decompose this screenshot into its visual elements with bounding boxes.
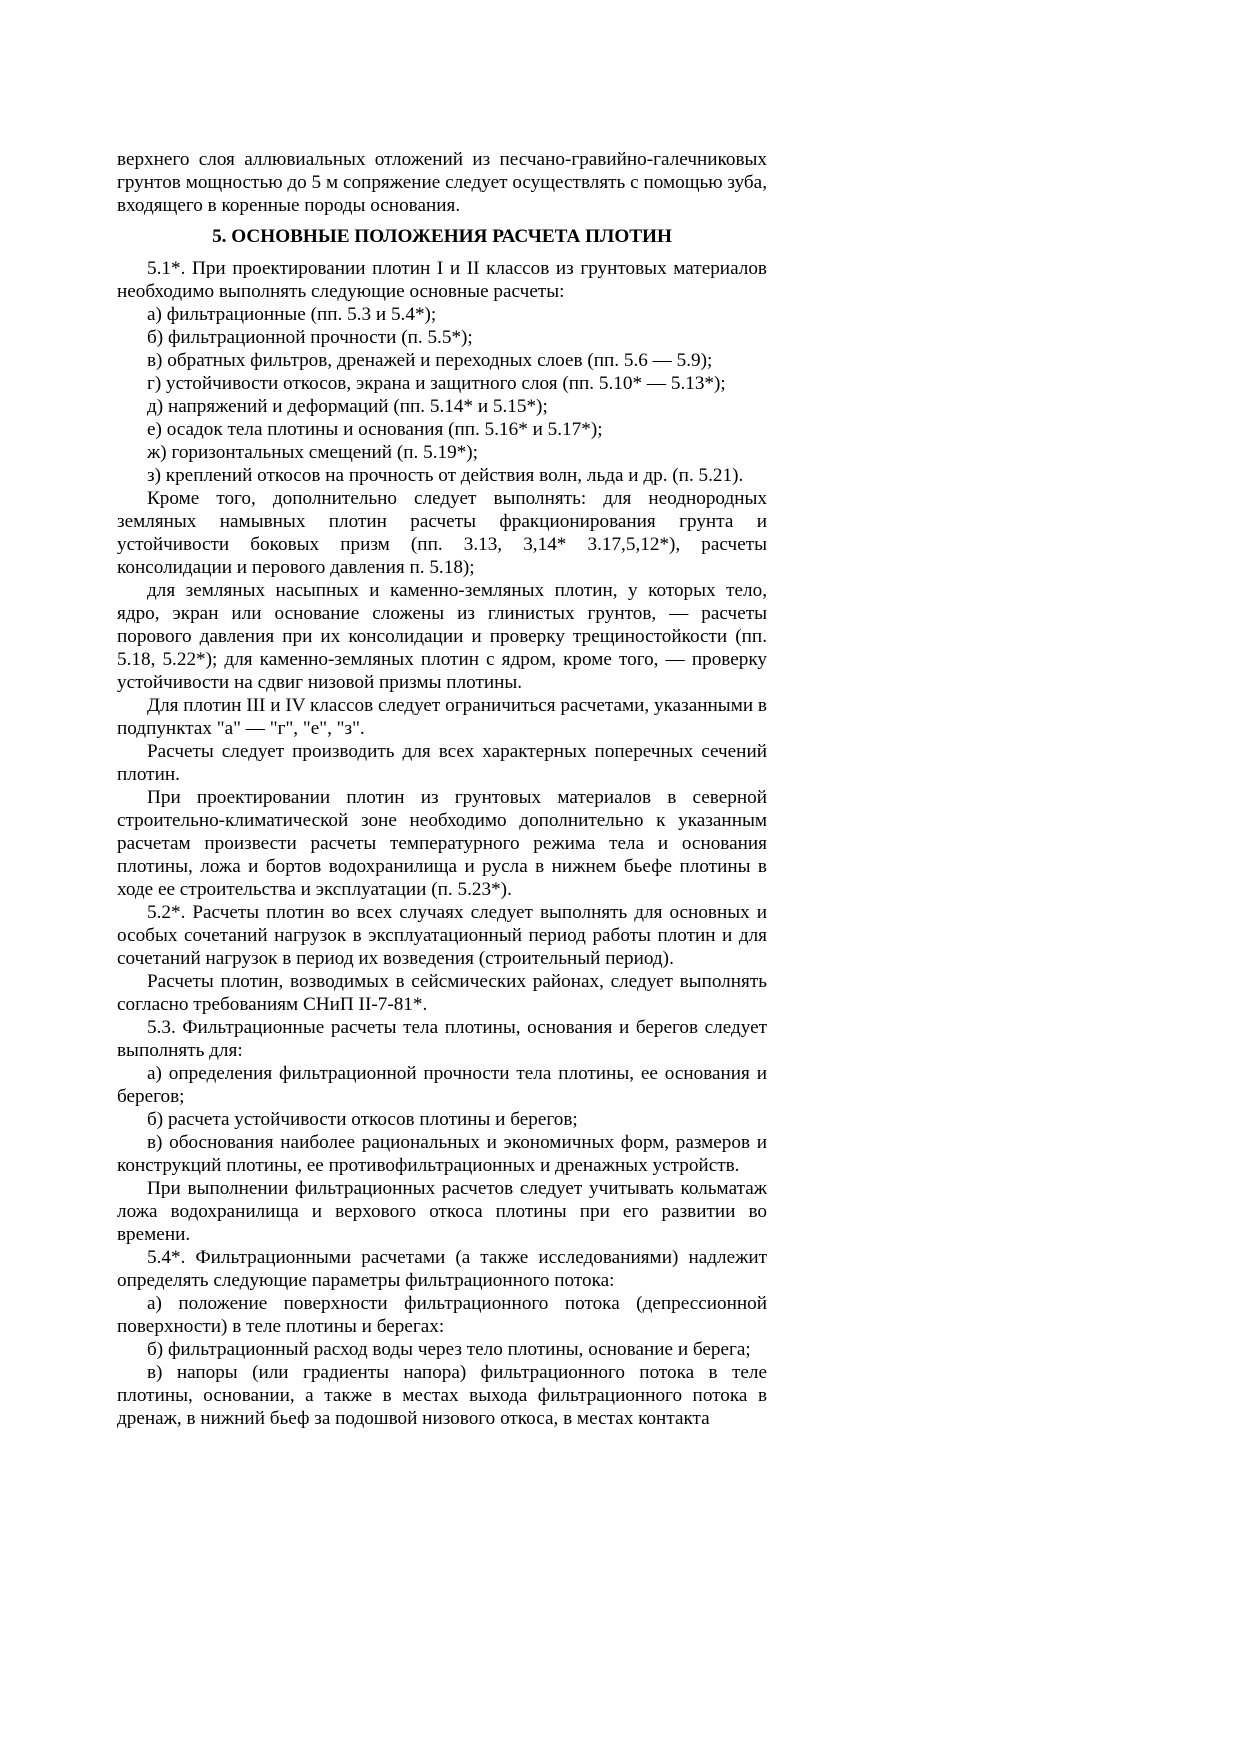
list-item-5-4-v: в) напоры (или градиенты напора) фильтрационного потока в теле плотины, основании, а также в местах выхода фильтрационного потока в дренаж, в нижний бьеф за подошвой низового откоса, в местах контакта [117,1362,767,1429]
paragraph-continuation: верхнего слоя аллювиальных отложений из песчано-гравийно-галечниковых грунтов мощностью до 5 м сопряжение следует осуществлять с помощью зуба, входящего в коренные породы основания. [117,149,767,216]
paragraph-earth-dams: для земляных насыпных и каменно-земляных плотин, у которых тело, ядро, экран или основание сложены из глинистых грунтов, — расчеты порового давления при их консолидации и проверку трещиностойкости (пп. 5.18, 5.22*); для каменно-земляных плотин с ядром, кроме того, — проверку устойчивости на сдвиг низовой призмы плотины. [117,580,767,693]
paragraph-5-3: 5.3. Фильтрационные расчеты тела плотины, основания и берегов следует выполнять для: [117,1017,767,1061]
list-item-5-3-b: б) расчета устойчивости откосов плотины и берегов; [147,1109,578,1130]
list-item-5-4-b: б) фильтрационный расход воды через тело плотины, основание и берега; [147,1339,751,1360]
list-item-5-3-a: а) определения фильтрационной прочности тела плотины, ее основания и берегов; [117,1063,767,1107]
paragraph-additional: Кроме того, дополнительно следует выполнять: для неоднородных земляных намывных плотин расчеты фракционирования грунта и устойчивости боковых призм (пп. 3.13, 3,14* 3.17,5,12*), расчеты консолидации и перового давления п. 5.18); [117,488,767,578]
list-item-d: д) напряжений и деформаций (пп. 5.14* и 5.15*); [147,396,548,417]
list-item-z: з) креплений откосов на прочность от действия волн, льда и др. (п. 5.21). [147,465,744,486]
paragraph-colmatage: При выполнении фильтрационных расчетов следует учитывать кольматаж ложа водохранилища и верхового откоса плотины при его развитии во времени. [117,1178,767,1245]
list-item-v: в) обратных фильтров, дренажей и переходных слоев (пп. 5.6 — 5.9); [147,350,713,371]
list-item-b: б) фильтрационной прочности (п. 5.5*); [147,327,473,348]
list-item-5-3-v: в) обоснования наиболее рациональных и экономичных форм, размеров и конструкций плотины, ее противофильтрационных и дренажных устройств. [117,1132,767,1176]
paragraph-5-4: 5.4*. Фильтрационными расчетами (а также исследованиями) надлежит определять следующие параметры фильтрационного потока: [117,1247,767,1291]
paragraph-5-1: 5.1*. При проектировании плотин I и II классов из грунтовых материалов необходимо выполнять следующие основные расчеты: [117,258,767,302]
document-page [117,148,767,1430]
paragraph-seismic: Расчеты плотин, возводимых в сейсмических районах, следует выполнять согласно требованиям СНиП II-7-81*. [117,971,767,1015]
list-item-e: е) осадок тела плотины и основания (пп. 5.16* и 5.17*); [147,419,603,440]
list-item-a: а) фильтрационные (пп. 5.3 и 5.4*); [147,304,437,325]
paragraph-5-2: 5.2*. Расчеты плотин во всех случаях следует выполнять для основных и особых сочетаний нагрузок в эксплуатационный период работы плотин и для сочетаний нагрузок в период их возведения (строительный период). [117,902,767,969]
paragraph-class-iii-iv: Для плотин III и IV классов следует ограничиться расчетами, указанными в подпунктах "а" — "г", "е", "з". [117,695,767,739]
list-item-g: г) устойчивости откосов, экрана и защитного слоя (пп. 5.10* — 5.13*); [147,373,726,394]
paragraph-cross-sections: Расчеты следует производить для всех характерных поперечных сечений плотин. [117,741,767,785]
list-item-zh: ж) горизонтальных смещений (п. 5.19*); [147,442,479,463]
list-item-5-4-a: а) положение поверхности фильтрационного потока (депрессионной поверхности) в теле плотины и берегах: [117,1293,767,1337]
section-heading: 5. ОСНОВНЫЕ ПОЛОЖЕНИЯ РАСЧЕТА ПЛОТИН [212,226,672,247]
paragraph-northern-zone: При проектировании плотин из грунтовых материалов в северной строительно-климатической зоне необходимо дополнительно к указанным расчетам произвести расчеты температурного режима тела и основания плотины, ложа и бортов водохранилища и русла в нижнем бьефе плотины в ходе ее строительства и эксплуатации (п. 5.23*). [117,787,767,900]
